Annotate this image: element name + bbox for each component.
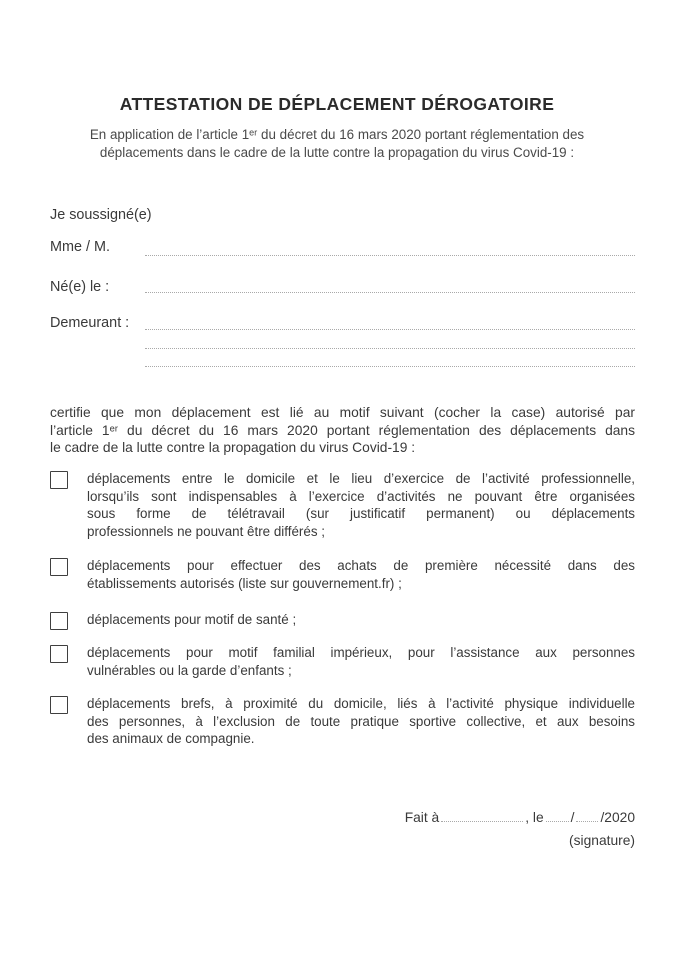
address-field-label: Demeurant : (50, 315, 130, 331)
date-place-line (405, 810, 635, 825)
motif-exercise-checkbox[interactable] (50, 696, 68, 714)
motif-health-text (87, 611, 635, 629)
le-label: , le (525, 810, 544, 825)
motif-item-exercise (50, 695, 635, 748)
motif-item-shopping (50, 557, 635, 592)
motif-family-line-2: vulnérables ou la garde d’enfants ; (87, 662, 292, 678)
certify-paragraph (50, 404, 635, 457)
certify-line-3: le cadre de la lutte contre la propagation du virus Covid-19 : (50, 440, 416, 456)
certify-line-2: l’article 1ᵉʳ du décret du 16 mars 2020 portant réglementation des déplacements dans (50, 422, 635, 438)
motif-work-line-4: professionnels ne pouvant être différés ; (87, 524, 325, 540)
address-field-line-2[interactable] (145, 348, 635, 349)
motif-family-text (87, 644, 635, 679)
motif-shopping-line-1: déplacements pour effectuer des achats de première nécessité dans des (87, 558, 635, 573)
motif-exercise-line-1: déplacements brefs, à proximité du domicile, liés à l’activité physique individuelle (87, 696, 635, 711)
motif-shopping-line-2: établissements autorisés (liste sur gouvernement.fr) ; (87, 575, 402, 591)
motif-work-line-2: lorsqu’ils sont indispensables à l’exercice d’activités ne pouvant être organisées (87, 488, 635, 504)
motif-shopping-text (87, 557, 635, 592)
date-slash: / (570, 810, 575, 825)
address-field-line-3[interactable] (145, 366, 635, 367)
fait-a-label: Fait à (404, 810, 440, 825)
motif-shopping-checkbox[interactable] (50, 558, 68, 576)
place-write-line[interactable] (441, 820, 523, 822)
motif-work-checkbox[interactable] (50, 471, 68, 489)
motif-work-text (87, 470, 635, 541)
name-field-label: Mme / M. (50, 239, 110, 255)
motif-item-health (50, 611, 635, 630)
month-write-line[interactable] (576, 820, 598, 822)
birthdate-field-label: Né(e) le : (50, 279, 110, 295)
motif-exercise-line-3: des animaux de compagnie. (87, 731, 255, 747)
certify-line-1: certifie que mon déplacement est lié au motif suivant (cocher la case) autorisé par (50, 405, 635, 420)
motif-health-checkbox[interactable] (50, 612, 68, 630)
motif-exercise-text (87, 695, 635, 748)
year-label: /2020 (600, 810, 635, 825)
intro-label: Je soussigné(e) (50, 207, 152, 223)
motif-work-line-3: sous forme de télétravail (sur justificatif permanent) ou déplacements (87, 506, 635, 522)
motif-family-line-1: déplacements pour motif familial impérieux, pour l’assistance aux personnes (87, 645, 635, 660)
motif-item-family (50, 644, 635, 679)
birthdate-field-line[interactable] (145, 292, 635, 293)
subtitle-line-1: En application de l’article 1ᵉʳ du décret du 16 mars 2020 portant réglementation des (89, 127, 585, 142)
name-field-line[interactable] (145, 255, 635, 256)
motif-family-checkbox[interactable] (50, 645, 68, 663)
signature-label: (signature) (569, 833, 635, 848)
address-field-line-1[interactable] (145, 329, 635, 330)
motif-health-line-1: déplacements pour motif de santé ; (87, 612, 297, 627)
day-write-line[interactable] (546, 820, 569, 822)
subtitle-line-2: déplacements dans le cadre de la lutte contre la propagation du virus Covid-19 : (99, 144, 575, 160)
motif-item-work (50, 470, 635, 541)
page-subtitle (40, 126, 634, 161)
page-title: ATTESTATION DE DÉPLACEMENT DÉROGATOIRE (119, 94, 555, 114)
motif-work-line-1: déplacements entre le domicile et le lieu d’exercice de l’activité professionnelle, (87, 471, 635, 486)
motif-exercise-line-2: des personnes, à l’exclusion de toute pratique sportive collective, et aux besoins (87, 713, 635, 729)
